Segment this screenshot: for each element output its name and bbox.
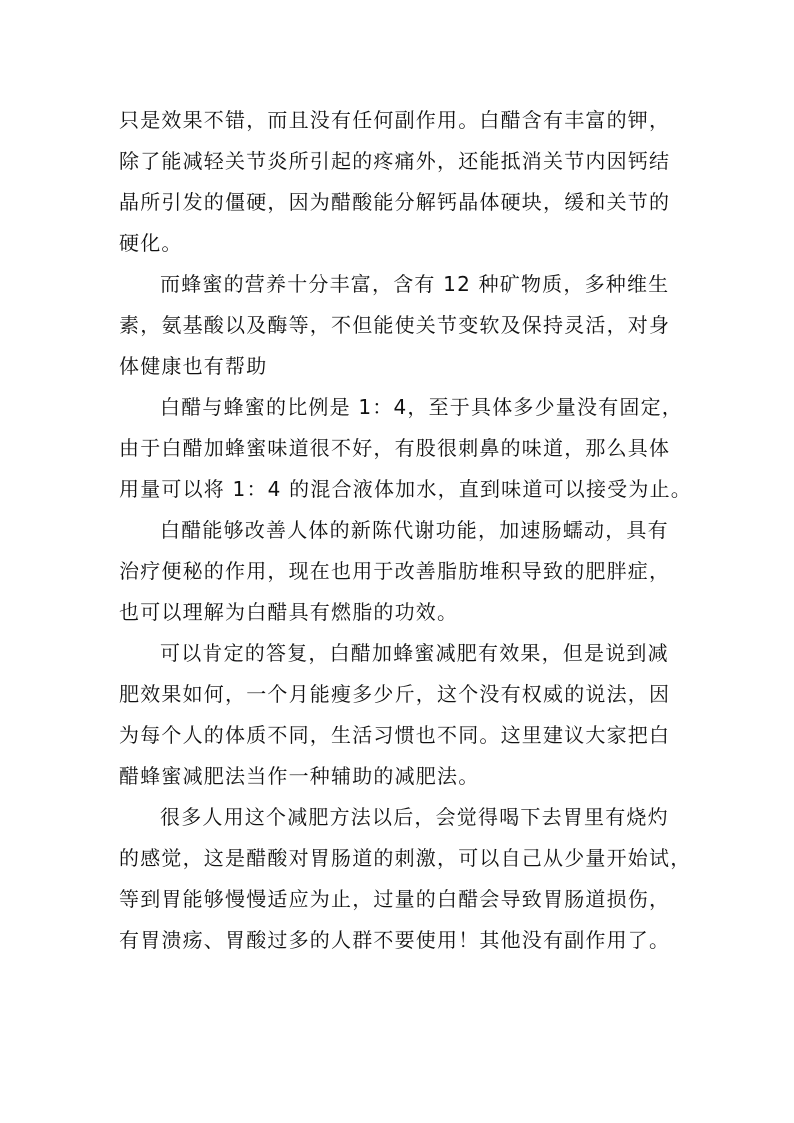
text-line: 用量可以将 1：4 的混合液体加水，直到味道可以接受为止。 bbox=[119, 477, 692, 501]
text-line: 醋蜂蜜减肥法当作一种辅助的减肥法。 bbox=[119, 764, 480, 788]
text-line: 可以肯定的答复，白醋加蜂蜜减肥有效果，但是说到减 bbox=[160, 641, 669, 665]
text-line: 由于白醋加蜂蜜味道很不好，有股很刺鼻的味道，那么具体 bbox=[119, 436, 671, 460]
text-line: 白醋能够改善人体的新陈代谢功能，加速肠蠕动，具有 bbox=[160, 518, 669, 542]
text-line: 除了能减轻关节炎所引起的疼痛外，还能抵消关节内因钙结 bbox=[119, 149, 671, 173]
text-line: 的感觉，这是醋酸对胃肠道的刺激，可以自己从少量开始试， bbox=[119, 846, 692, 870]
text-line: 为每个人的体质不同，生活习惯也不同。这里建议大家把白 bbox=[119, 723, 671, 747]
text-line: 也可以理解为白醋具有燃脂的功效。 bbox=[119, 600, 459, 624]
text-line: 而蜂蜜的营养十分丰富，含有 12 种矿物质，多种维生 bbox=[160, 272, 670, 296]
text-line: 很多人用这个减肥方法以后，会觉得喝下去胃里有烧灼 bbox=[160, 805, 669, 829]
text-line: 肥效果如何，一个月能瘦多少斤，这个没有权威的说法，因 bbox=[119, 682, 671, 706]
text-line: 只是效果不错，而且没有任何副作用。白醋含有丰富的钾， bbox=[119, 108, 671, 132]
text-line: 素，氨基酸以及酶等，不但能使关节变软及保持灵活，对身 bbox=[119, 313, 671, 337]
text-line: 体健康也有帮助 bbox=[119, 354, 268, 378]
text-line: 白醋与蜂蜜的比例是 1：4，至于具体多少量没有固定， bbox=[160, 395, 684, 419]
text-line: 等到胃能够慢慢适应为止，过量的白醋会导致胃肠道损伤， bbox=[119, 887, 671, 911]
text-line: 治疗便秘的作用，现在也用于改善脂肪堆积导致的肥胖症， bbox=[119, 559, 671, 583]
text-line: 有胃溃疡、胃酸过多的人群不要使用！其他没有副作用了。 bbox=[119, 928, 671, 952]
text-line: 晶所引发的僵硬，因为醋酸能分解钙晶体硬块，缓和关节的 bbox=[119, 190, 671, 214]
text-line: 硬化。 bbox=[119, 231, 183, 255]
